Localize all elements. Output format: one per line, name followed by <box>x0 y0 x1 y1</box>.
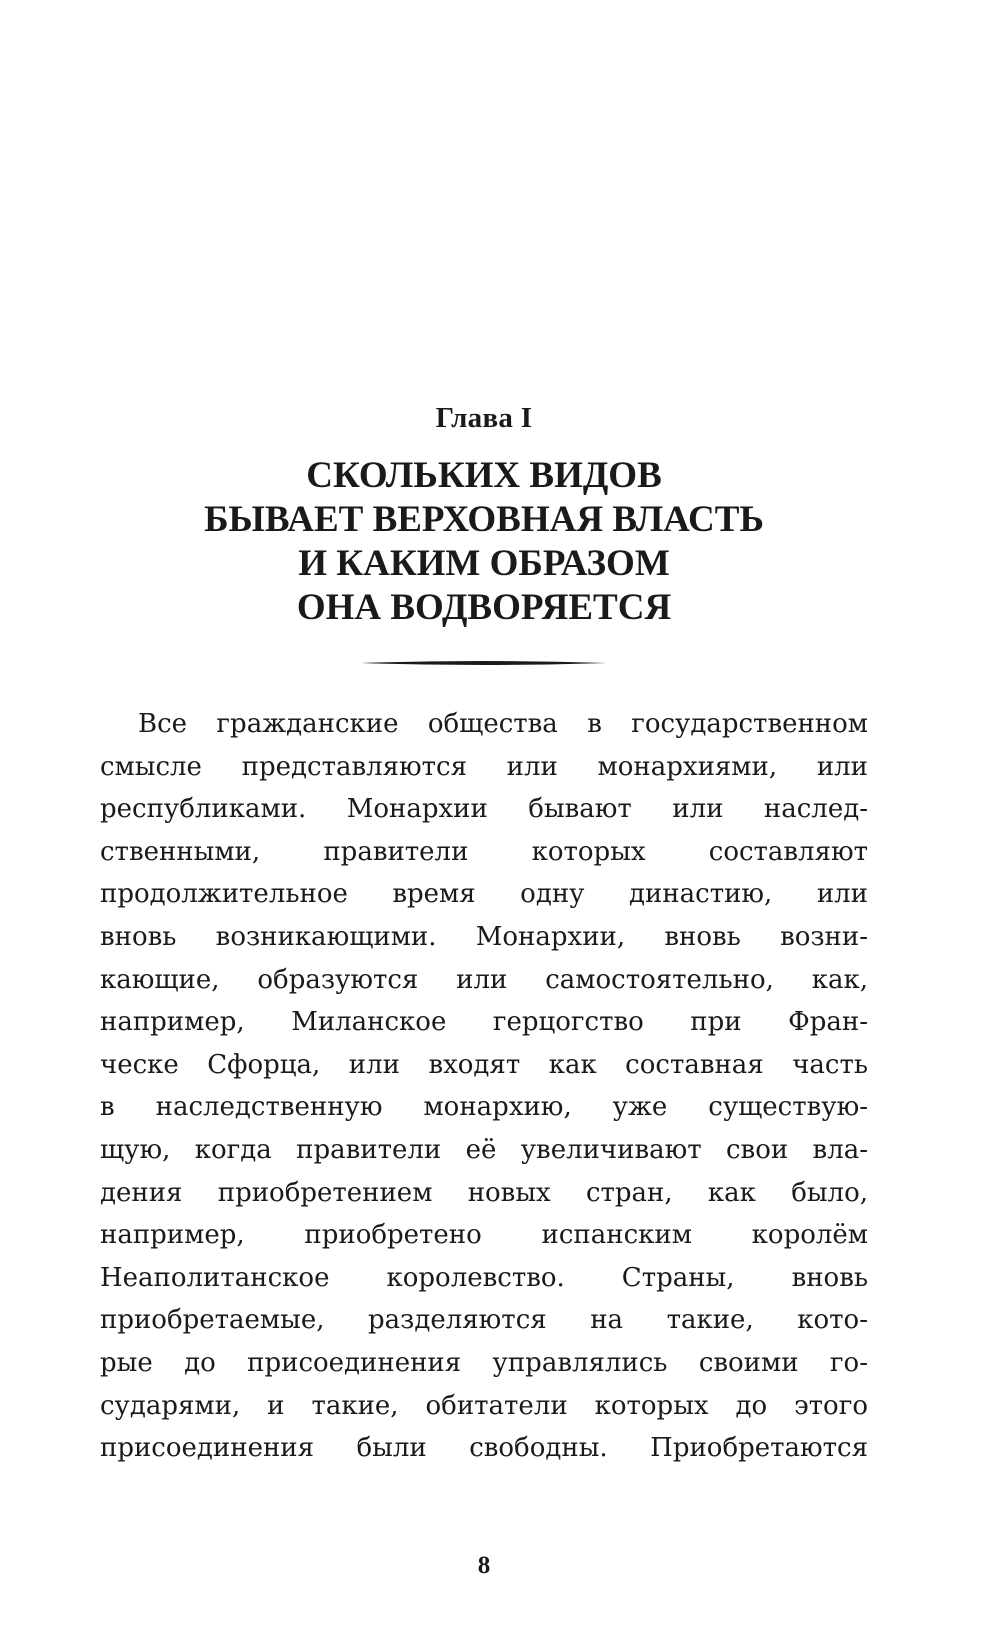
text-line: например, приобретено испанским королём <box>100 1220 868 1251</box>
chapter-title-line: И КАКИМ ОБРАЗОМ <box>298 543 670 584</box>
text-line: ственными, правители которых составляют <box>100 836 868 867</box>
text-line: в наследственную монархию, уже существую- <box>100 1092 868 1123</box>
chapter-label: Глава I <box>435 402 533 434</box>
text-line: приобретаемые, разделяются на такие, кото- <box>100 1305 868 1336</box>
text-line: Неаполитанское королевство. Страны, вновь <box>100 1262 868 1293</box>
chapter-title <box>0 454 968 630</box>
chapter-title-line: ОНА ВОДВОРЯЕТСЯ <box>296 587 672 628</box>
text-line: ческе Сфорца, или входят как составная часть <box>100 1049 868 1080</box>
body-text <box>100 703 868 1470</box>
text-line: кающие, образуются или самостоятельно, как, <box>100 964 868 995</box>
text-line: рые до присоединения управлялись своими го- <box>100 1347 868 1378</box>
page-number: 8 <box>477 1552 491 1579</box>
text-line: Все гражданские общества в государственном <box>138 709 868 739</box>
text-line: вновь возникающими. Монархии, вновь возни- <box>100 921 868 952</box>
ornamental-divider <box>361 660 607 666</box>
text-line: щую, когда правители её увеличивают свои вла- <box>100 1134 868 1165</box>
text-line: дения приобретением новых стран, как было, <box>100 1177 868 1208</box>
text-line: смысле представляются или монархиями, или <box>100 751 868 782</box>
text-line: например, Миланское герцогство при Фран- <box>100 1007 868 1038</box>
chapter-title-line: СКОЛЬКИХ ВИДОВ <box>306 455 662 496</box>
text-line: республиками. Монархии бывают или наслед- <box>100 794 868 825</box>
text-line: присоединения были свободны. Приобретаются <box>100 1433 868 1464</box>
text-line: сударями, и такие, обитатели которых до этого <box>100 1390 868 1421</box>
chapter-title-line: БЫВАЕТ ВЕРХОВНАЯ ВЛАСТЬ <box>204 499 764 540</box>
text-line: продолжительное время одну династию, или <box>100 879 868 910</box>
